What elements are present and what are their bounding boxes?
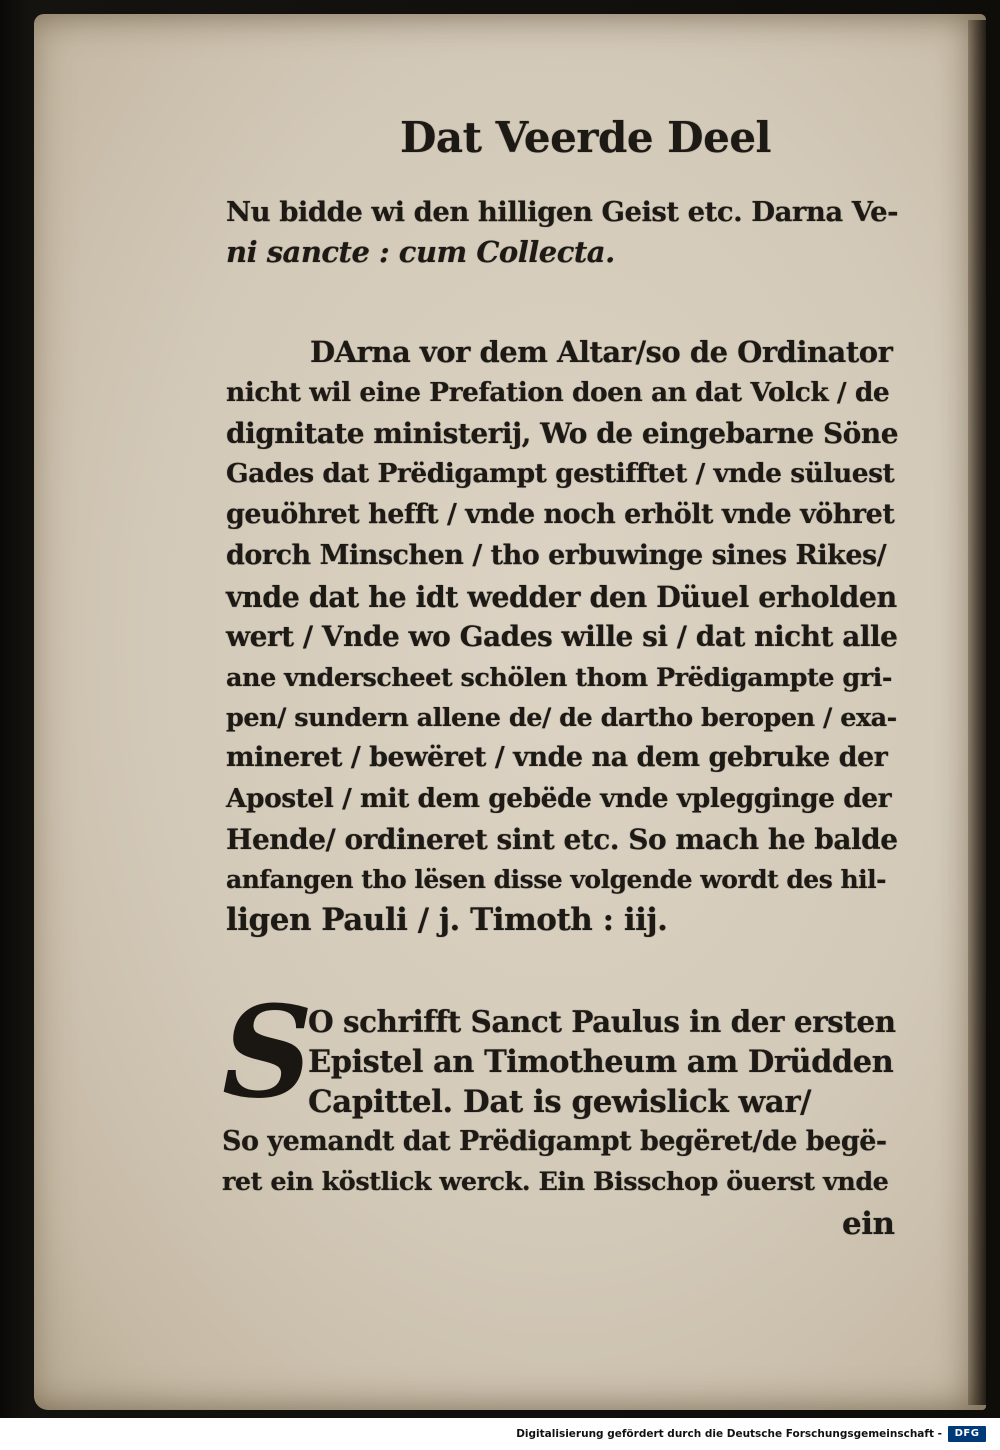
paragraph-line: dorch Minschen / tho erbuwinge sines Rikes/ bbox=[226, 540, 887, 571]
dfg-logo bbox=[948, 1426, 986, 1442]
paragraph-line: Gades dat Prëdigampt gestifftet / vnde süluest bbox=[226, 458, 895, 489]
paragraph-line: ligen Pauli / j. Timoth : iij. bbox=[226, 902, 668, 938]
paragraph-line: Capittel. Dat is gewislick war/ bbox=[308, 1084, 811, 1120]
paragraph-line: vnde dat he idt wedder den Düuel erholden bbox=[226, 580, 897, 614]
paragraph-line: nicht wil eine Prefation doen an dat Volck / de bbox=[226, 377, 890, 408]
dfg-logo-text: DFG bbox=[954, 1428, 980, 1439]
paragraph-line: ane vnderscheet schölen thom Prëdigampte gri- bbox=[226, 663, 892, 693]
paragraph-line: wert / Vnde wo Gades wille si / dat nicht alle bbox=[226, 620, 898, 653]
paragraph-line: DArna vor dem Altar/so de Ordinator bbox=[310, 335, 893, 369]
paragraph-line: Apostel / mit dem gebëde vnde vplegginge der bbox=[226, 783, 892, 814]
running-head: Dat Veerde Deel bbox=[400, 113, 771, 162]
footer-credit: Digitalisierung gefördert durch die Deutsche Forschungsgemeinschaft - bbox=[516, 1428, 942, 1440]
paragraph-line: Hende/ ordineret sint etc. So mach he balde bbox=[226, 823, 898, 856]
paragraph-line: dignitate ministerij, Wo de eingebarne Söne bbox=[226, 417, 899, 450]
intro-line: Nu bidde wi den hilligen Geist etc. Darna Ve- bbox=[226, 196, 899, 228]
paragraph-line: ret ein köstlick werck. Ein Bisschop öuerst vnde bbox=[222, 1167, 889, 1197]
page-gutter-shadow bbox=[968, 20, 986, 1405]
paragraph-line: pen/ sundern allene de/ de dartho beropen / exa- bbox=[226, 703, 897, 733]
catchword: ein bbox=[842, 1206, 895, 1242]
paragraph-line: geuöhret hefft / vnde noch erhölt vnde vöhret bbox=[226, 499, 895, 530]
drop-cap-initial: S bbox=[222, 978, 313, 1126]
paragraph-line: O schrifft Sanct Paulus in der ersten bbox=[308, 1004, 896, 1039]
intro-line: ni sancte : cum Collecta. bbox=[226, 235, 615, 269]
digitization-footer bbox=[0, 1418, 1000, 1450]
paragraph-line: Epistel an Timotheum am Drüdden bbox=[308, 1044, 894, 1080]
paragraph-line: mineret / bewëret / vnde na dem gebruke der bbox=[226, 742, 888, 773]
paragraph-line: anfangen tho lësen disse volgende wordt des hil- bbox=[226, 865, 887, 894]
paragraph-line: So yemandt dat Prëdigampt begëret/de begë- bbox=[222, 1126, 887, 1157]
